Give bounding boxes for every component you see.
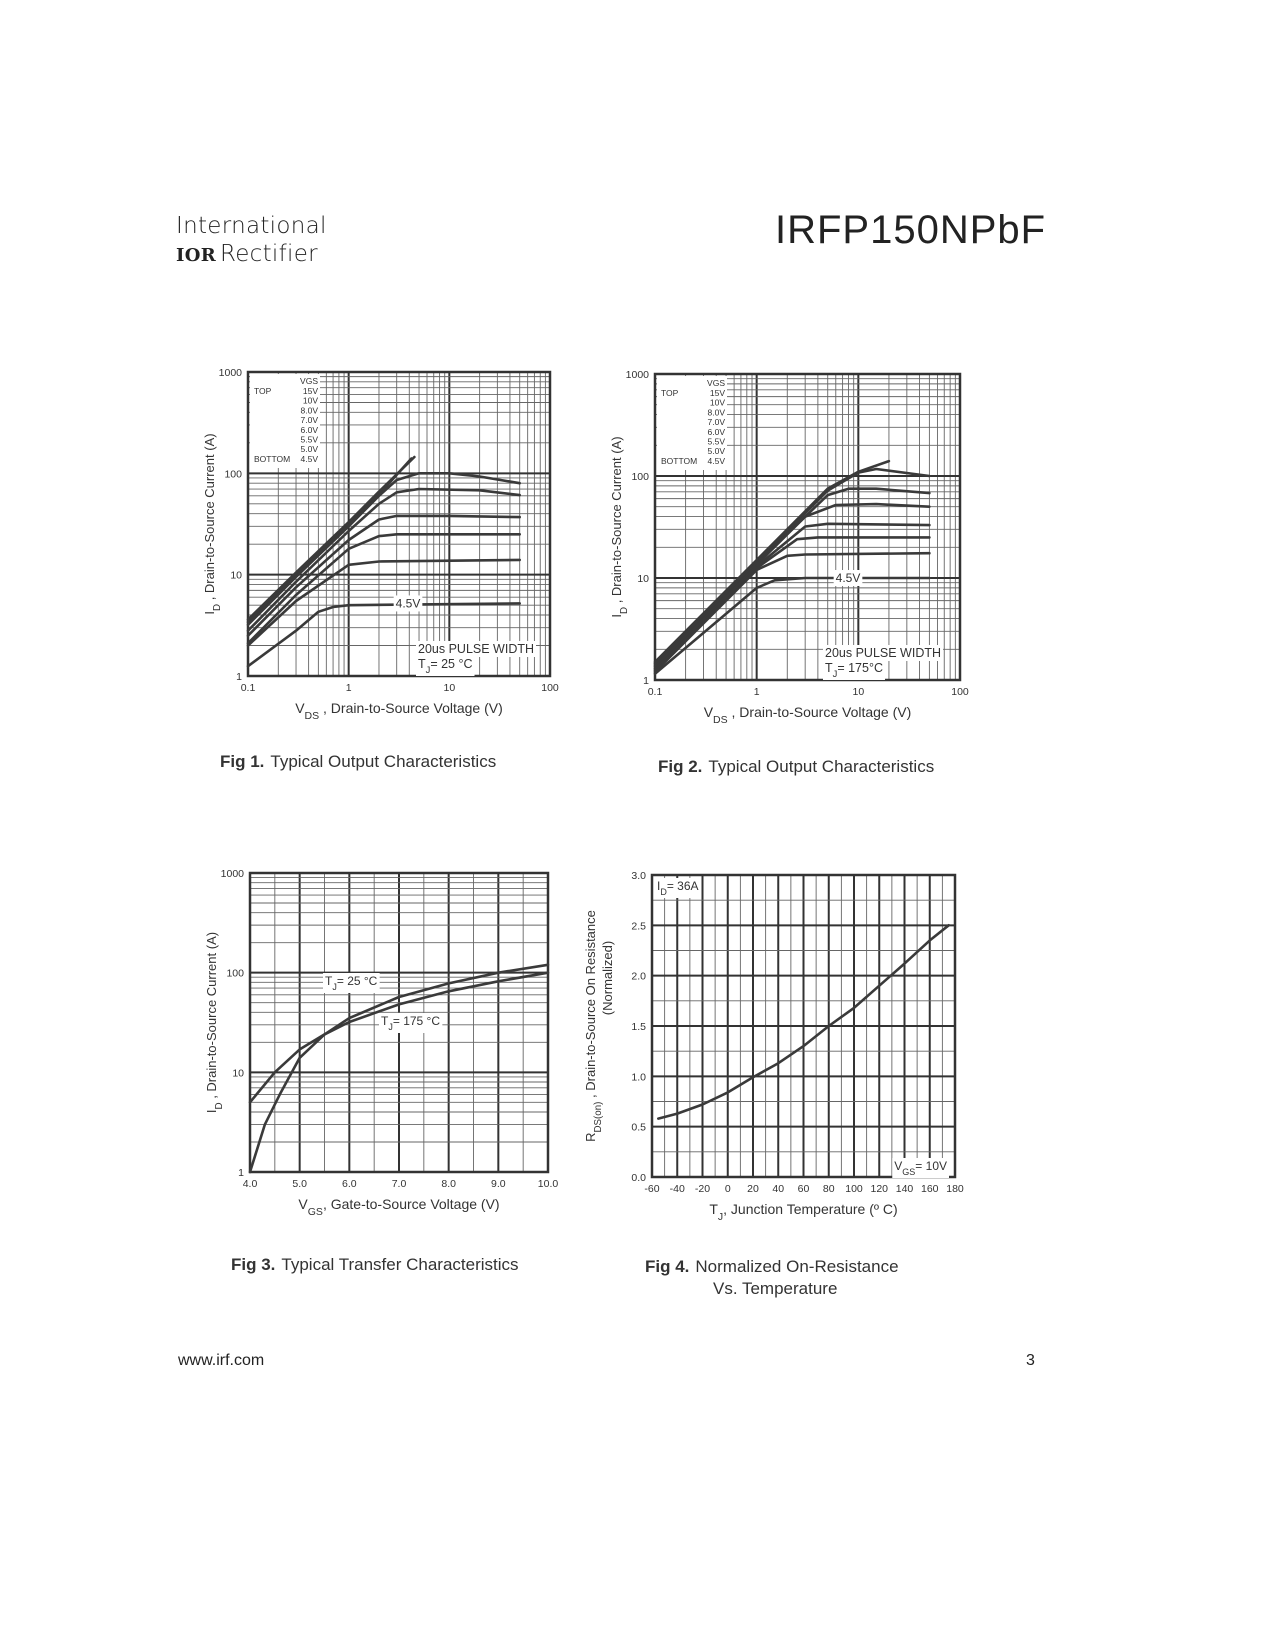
fig2-title: Typical Output Characteristics (708, 757, 935, 776)
text-part: 15V (302, 386, 318, 396)
text-part: 6.0V (707, 426, 725, 437)
text-part: 10 (232, 1067, 244, 1080)
y-tick-label (631, 1122, 646, 1134)
legend-item (301, 454, 319, 464)
fig3-title: Typical Transfer Characteristics (281, 1255, 519, 1274)
text-part: 60 (797, 1183, 810, 1195)
legend (250, 374, 320, 468)
legend-item (710, 388, 725, 398)
grid (652, 875, 955, 1177)
text-part: 5.0V (707, 446, 725, 457)
legend-item (301, 425, 319, 435)
x-tick-label (392, 1178, 407, 1190)
text-part: 15V (709, 388, 725, 398)
text-part: 180 (946, 1183, 964, 1195)
text-part: 80 (822, 1183, 835, 1195)
y-axis-label (609, 436, 630, 617)
text-part: , Drain-to-Source On Resistance (583, 910, 598, 1102)
text-part: = 25 °C (430, 657, 473, 671)
text-part: 5.5V (707, 436, 725, 447)
subscript: D (618, 606, 630, 614)
text-part: , Drain-to-Source Current (A) (204, 931, 219, 1103)
text-part: = 36A (666, 879, 699, 893)
y-tick-label (232, 1067, 244, 1079)
x-tick-label (292, 1178, 307, 1190)
text-part: I (609, 613, 624, 618)
y-tick-label (236, 671, 242, 683)
x-tick-label (921, 1183, 939, 1195)
legend-item (301, 415, 319, 425)
legend-item (301, 405, 319, 415)
text-part: , Drain-to-Source Current (A) (202, 433, 217, 604)
text-part: 9.0 (491, 1178, 506, 1190)
text-part: 100 (631, 471, 649, 483)
text-part: T (418, 657, 426, 671)
subscript: GS (902, 1167, 916, 1177)
legend-top-label (661, 388, 679, 398)
text-part: 100 (541, 682, 559, 694)
legend-item (708, 427, 726, 437)
text-part: I (657, 879, 661, 893)
fig4-title-line1: Normalized On-Resistance (695, 1257, 899, 1276)
text-part: 1 (753, 686, 760, 698)
text-part: (Normalized) (600, 940, 615, 1016)
curve-label-4-5v (396, 596, 421, 610)
text-part: V (894, 1159, 903, 1173)
fig4-title-line2: Vs. Temperature (713, 1279, 838, 1298)
y-tick-label (631, 971, 646, 983)
text-part: 0.0 (631, 1172, 646, 1184)
legend-item (708, 417, 726, 427)
text-part: , Drain-to-Source Voltage (V) (319, 700, 503, 716)
x-tick-label (896, 1183, 914, 1195)
subscript: J (332, 982, 337, 992)
text-part: VGS (300, 376, 318, 386)
x-tick-label (644, 1183, 659, 1195)
subscript: DS(on) (592, 1101, 604, 1133)
legend-top-label (254, 386, 272, 396)
figure-1-chart (202, 367, 559, 722)
x-tick-label (695, 1183, 710, 1195)
footer-url[interactable]: www.irf.com (178, 1352, 265, 1369)
text-part: T (825, 661, 833, 675)
legend-item (303, 396, 318, 406)
y-tick-label (224, 468, 242, 480)
y-tick-label (637, 573, 649, 585)
text-part: BOTTOM (254, 453, 291, 464)
y-tick-label (643, 675, 649, 687)
text-part: 140 (895, 1183, 914, 1195)
x-tick-label (725, 1183, 731, 1195)
text-part: V (703, 704, 714, 720)
text-part: 10.0 (537, 1178, 559, 1190)
text-part: 4.5V (835, 571, 861, 585)
curve-label-4-5v (836, 571, 861, 585)
text-part: 20us PULSE WIDTH (418, 642, 535, 656)
fig1-title: Typical Output Characteristics (270, 752, 497, 771)
x-tick-label (346, 682, 352, 694)
subscript: D (660, 887, 667, 897)
text-part: 20us PULSE WIDTH (825, 646, 942, 660)
subscript: GS (307, 1206, 323, 1218)
figure-3-chart (204, 868, 558, 1218)
text-part: 120 (870, 1183, 889, 1195)
x-tick-label (541, 682, 559, 694)
x-tick-label (951, 686, 969, 698)
x-tick-label (845, 1183, 863, 1195)
text-part: = 10V (915, 1159, 947, 1173)
text-part: I (204, 1109, 219, 1114)
text-part: 1 (345, 682, 352, 694)
y-tick-label (219, 367, 243, 379)
text-part: = (336, 974, 348, 988)
text-part: TOP (254, 386, 272, 396)
text-part: 1 (643, 675, 649, 687)
text-part: T (325, 974, 333, 988)
x-tick-label (870, 1183, 888, 1195)
pulse-width-note (418, 642, 534, 656)
fig3-number: Fig 3. (231, 1255, 276, 1274)
y-axis-label (204, 932, 225, 1113)
text-part: 10 (852, 686, 865, 698)
text-part: 40 (772, 1183, 785, 1195)
x-tick-label (491, 1178, 506, 1190)
y-tick-label (631, 1071, 646, 1083)
text-part: 1.5 (631, 1021, 646, 1033)
legend-item (301, 444, 319, 454)
subscript: J (717, 1211, 724, 1223)
fig1-number: Fig 1. (220, 752, 265, 771)
text-part: T (709, 1201, 718, 1217)
text-part: 4.5V (707, 455, 725, 466)
y-tick-label (631, 1172, 646, 1184)
legend-item (303, 386, 318, 396)
x-axis-label (298, 1196, 499, 1218)
x-tick-label (754, 686, 760, 698)
text-part: 5.0 (292, 1178, 307, 1190)
text-part: 25 °C (347, 974, 378, 988)
subscript: J (425, 665, 431, 675)
logo-bottom-text: Rectifier (219, 241, 318, 267)
text-part: = 175°C (837, 661, 883, 675)
fig4-number: Fig 4. (645, 1257, 690, 1276)
text-part: 4.5V (300, 453, 318, 464)
text-part: , Drain-to-Source Current (A) (609, 436, 624, 607)
subscript: DS (304, 710, 320, 722)
text-part: 8.0V (300, 405, 318, 416)
text-part: 0.1 (647, 686, 663, 698)
text-part: , Junction Temperature (º C) (723, 1201, 898, 1217)
text-part: I (202, 610, 217, 615)
text-part: 10V (302, 395, 318, 406)
x-tick-label (342, 1178, 357, 1190)
fig2-number: Fig 2. (658, 757, 703, 776)
text-part: 10V (709, 397, 725, 408)
text-part: 10 (443, 682, 456, 694)
text-part: 0.5 (631, 1121, 646, 1134)
text-part: 8.0V (707, 407, 725, 418)
text-part: 0.1 (240, 682, 256, 694)
text-part: VGS (707, 378, 725, 388)
text-part: 100 (224, 468, 242, 481)
text-part: , Gate-to-Source Voltage (V) (322, 1196, 500, 1212)
text-part: 100 (951, 686, 969, 698)
x-tick-label (747, 1183, 759, 1195)
legend-item (708, 407, 726, 417)
x-tick-label (946, 1183, 964, 1195)
logo-top-text: International (176, 213, 327, 239)
text-part: 1 (236, 671, 242, 683)
x-tick-label (648, 686, 663, 698)
subscript: DS (713, 714, 728, 726)
logo-mark: IOR (176, 245, 216, 266)
text-part: V (295, 700, 305, 716)
x-tick-label (243, 1178, 258, 1190)
text-part: 1.0 (631, 1071, 646, 1084)
text-part: 100 (845, 1183, 863, 1195)
y-axis-label-line2 (600, 941, 615, 1015)
x-tick-label (441, 1178, 456, 1190)
subscript: D (213, 1102, 225, 1110)
x-axis-label (295, 700, 503, 722)
y-tick-label (238, 1167, 244, 1179)
text-part: V (298, 1196, 308, 1212)
y-tick-label (631, 920, 646, 932)
text-part: 7.0V (707, 417, 725, 428)
text-part: 2.0 (631, 970, 646, 983)
legend-item (710, 398, 725, 408)
text-part: 1000 (220, 868, 244, 880)
text-part: 5.0V (300, 444, 318, 455)
legend (657, 376, 727, 470)
text-part: -60 (644, 1183, 660, 1195)
text-part: 2.5 (631, 920, 646, 933)
text-part: T (381, 1014, 389, 1028)
legend-bottom-label (661, 456, 697, 466)
figure-2-chart (609, 369, 969, 726)
text-part: 3.0 (631, 870, 646, 882)
text-part: 1000 (625, 369, 649, 381)
text-part: 175 °C (403, 1014, 441, 1028)
x-tick-label (670, 1183, 685, 1195)
part-number-title: IRFP150NPbF (775, 208, 1047, 252)
y-tick-label (221, 868, 245, 880)
y-tick-label (230, 570, 242, 582)
y-tick-label (631, 1021, 646, 1033)
text-part: 4.0 (242, 1178, 258, 1190)
subscript: J (832, 669, 838, 679)
subscript: D (211, 603, 223, 611)
x-axis-label (704, 704, 912, 726)
text-part: 6.0V (300, 424, 318, 435)
text-part: 20 (747, 1183, 759, 1195)
x-tick-label (538, 1178, 559, 1190)
x-tick-label (823, 1183, 835, 1195)
x-tick-label (443, 682, 455, 694)
text-part: 10 (637, 573, 649, 585)
text-part: -40 (669, 1183, 685, 1195)
x-tick-label (241, 682, 256, 694)
text-part: = (392, 1014, 404, 1028)
text-part: 100 (226, 967, 244, 980)
text-part: 7.0 (391, 1178, 407, 1190)
y-tick-label (226, 968, 244, 980)
x-tick-label (852, 686, 864, 698)
text-part: 10 (230, 569, 242, 582)
text-part: 7.0V (300, 415, 318, 426)
text-part: BOTTOM (661, 455, 698, 466)
x-tick-label (772, 1183, 784, 1195)
text-part: 1000 (218, 367, 242, 379)
y-axis-label (202, 433, 223, 614)
legend-header (300, 376, 318, 386)
legend-item (301, 435, 319, 445)
legend-item (708, 456, 726, 466)
text-part: 6.0 (342, 1178, 357, 1190)
legend-item (708, 446, 726, 456)
text-part: 1 (238, 1167, 244, 1179)
legend-item (708, 437, 726, 447)
pulse-width-note (825, 646, 941, 660)
page-number: 3 (1026, 1352, 1035, 1369)
subscript: J (388, 1022, 393, 1032)
x-axis-label (709, 1201, 897, 1223)
y-tick-label (626, 369, 650, 381)
text-part: 0 (724, 1183, 731, 1195)
text-part: 160 (920, 1183, 939, 1195)
text-part: 5.5V (300, 434, 318, 445)
x-tick-label (798, 1183, 810, 1195)
y-tick-label (631, 870, 646, 882)
legend-header (707, 378, 725, 388)
text-part: , Drain-to-Source Voltage (V) (727, 704, 912, 720)
text-part: 8.0 (441, 1178, 456, 1190)
legend-bottom-label (254, 454, 290, 464)
text-part: R (583, 1132, 598, 1142)
text-part: -20 (694, 1183, 711, 1195)
figure-4-chart (583, 870, 964, 1223)
series-line-7-0v (655, 504, 929, 667)
text-part: TOP (661, 388, 679, 398)
y-tick-label (631, 471, 649, 483)
series-line-10v (655, 469, 929, 664)
text-part: 4.5V (395, 596, 421, 611)
